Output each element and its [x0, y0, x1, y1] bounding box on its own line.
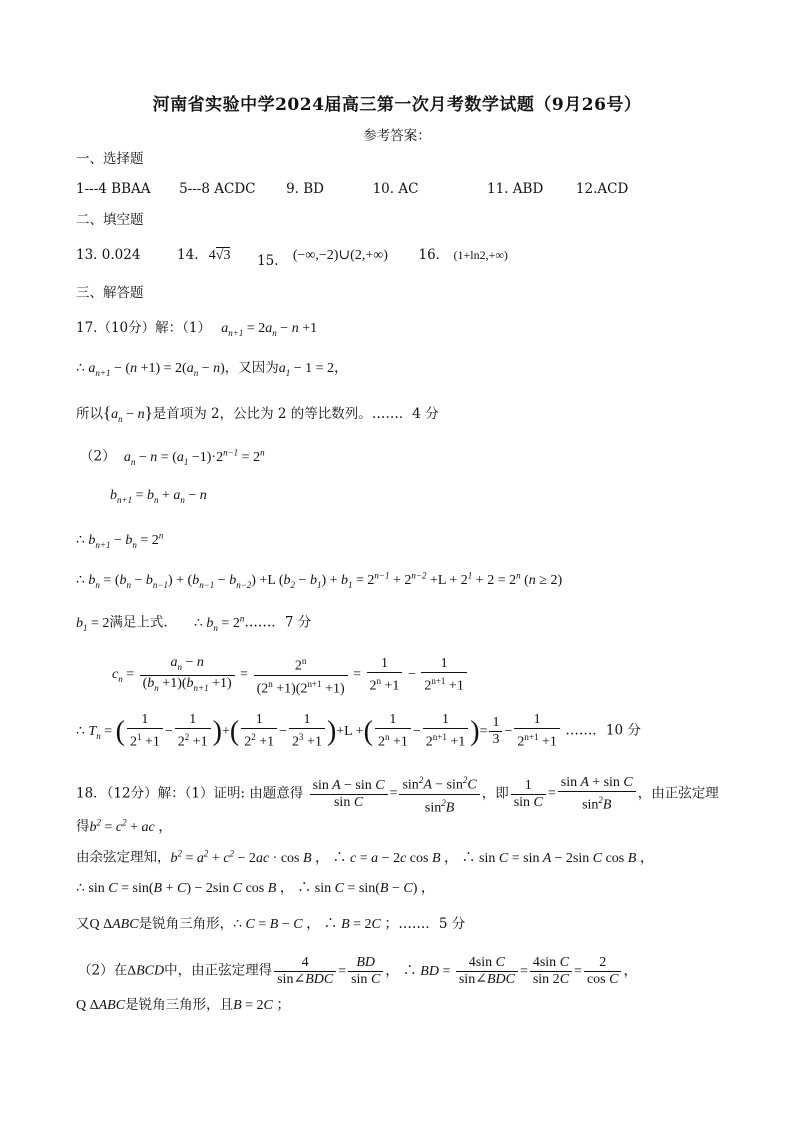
answer-9: 9. BD: [286, 181, 324, 197]
q18-line-2: [76, 818, 172, 835]
q18-l2: 得: [76, 818, 90, 835]
answer-11: 11. ABD: [487, 181, 544, 197]
section-choice-heading: 一、选择题: [76, 151, 144, 167]
choice-answers-row: [76, 183, 628, 197]
q17-tn-sum: ∴ $T_n$ = ( $\frac{1}{2^1 +1}$ − $\frac{1}{2^2 +1}$ )+( $\frac{1}{2^2 +1}$ − $\frac{1}{2^3 +1}$ )+L +( $\frac{1}{2^n +1}$ − $\frac{1}{2^{n+1} +1}$ )= $\frac{1}{3}$ − $\frac{1}{2^{n+1} +1}$: [76, 724, 565, 739]
q17-line-6: [76, 531, 163, 549]
q17-line-1: [76, 322, 317, 338]
q17-bn-result: ∴ $b_n = 2^n$: [194, 613, 245, 633]
q18-head: 18．（12分）解：（1）证明: 由题意得: [76, 785, 304, 802]
q18-triangle-abc-2: Q ΔABC: [76, 998, 126, 1013]
q18-l6-text: 中，由正弦定理得: [164, 962, 273, 979]
answer-10: 10. AC: [372, 181, 419, 197]
q18-sine-step: ∴ sin C = sin(B + C) − 2sin C cos B ， ∴ sin C = sin(B − C) ，: [76, 881, 435, 896]
q18-score-5: ……．5 分: [398, 916, 466, 932]
q17-line-3: [76, 404, 439, 424]
q18-line-3: [76, 849, 654, 866]
q17-part2-label: （2）: [80, 448, 116, 465]
q17-line-5: [110, 489, 207, 505]
q17-an-formula: $a_n - n = (a_1 -1)\cdot 2^{n-1} = 2^n$: [123, 447, 265, 467]
q17-score-4: ……．4 分: [371, 406, 439, 422]
answer-14-label: 14.: [177, 247, 199, 263]
answer-1-4: 1---4 BBAA: [76, 181, 151, 197]
q17-line-7: [76, 571, 562, 589]
section-solve-heading: 三、解答题: [76, 285, 144, 301]
q17-line-9: [112, 653, 469, 697]
answer-key-heading: 参考答案：: [363, 128, 431, 144]
q17-b1-text: 满足上式.: [109, 614, 168, 631]
q17-l3-text2: 是首项为 2，公比为 2 的等比数列。: [152, 406, 372, 422]
q17-a1: $a_1 - 1 = 2$，: [278, 361, 349, 378]
q18-mid: ，即: [481, 785, 509, 802]
q18-l7-text: 是锐角三角形，且: [125, 997, 234, 1013]
answer-14-radical: √3: [215, 248, 231, 263]
answer-14-radicand: 3: [223, 248, 231, 263]
q17-cn-formula: $c_n$ = $\frac{a_n - n}{(b_n +1)(b_{n+1} +1)}$ = $\frac{2^n}{(2^n +1)(2^{n+1} +1)}$ = $\frac{1}{2^n +1}$ − $\frac{1}{2^{n+1} +1}$: [112, 667, 469, 682]
q18-l3: 由余弦定理知，: [76, 849, 171, 866]
q17-line-10: [76, 712, 641, 751]
q17-score-7: ……．7 分: [244, 614, 312, 631]
q18-cosine-law: $b^2 = a^2 + c^2 - 2ac \cdot \cos B$ ， ∴ c = a − 2c cos B ， ∴ sin C = sin A − 2sin C cos B ，: [170, 848, 654, 866]
q17-recurrence: $a_{n+1} = 2a_n - n +1$: [221, 321, 318, 338]
answer-15-value: (−∞,−2)∪(2,+∞): [292, 248, 388, 263]
q18-line-7: [76, 999, 290, 1013]
q17-seq: $\{a_n - n\}$: [103, 403, 153, 424]
q17-line-8: [76, 614, 311, 632]
fill-answers-row: [76, 247, 508, 269]
q17-l2-tail: ，又因为: [224, 360, 279, 376]
q18-b-squared: $b^2 = c^2$ + ac ，: [89, 817, 173, 835]
answer-14-coef: 4: [208, 248, 216, 263]
q18-l6-prefix: （2）在: [78, 962, 128, 979]
q18-angle-result: ∴ C = B − C ， ∴ B = 2C ；: [233, 917, 399, 932]
q18-tail: ，由正弦定理: [637, 785, 719, 802]
q18-line-6: [78, 955, 637, 988]
q18-triangle-abc: Q ΔABC: [89, 917, 139, 932]
q18-angle-condition: B = 2C ；: [233, 998, 291, 1013]
q17-b1: $b_1 = 2$: [76, 615, 110, 633]
q17-l3-text1: 所以: [76, 406, 103, 422]
section-fill-heading: 二、填空题: [76, 212, 144, 228]
document-title: 河南省实验中学2024届高三第一次月考数学试题（9月26号）: [152, 95, 642, 115]
q17-head: 17.（10分）解：（1）: [76, 320, 211, 336]
q18-l5-text: 是锐角三角形，: [138, 916, 234, 932]
q17-bn-recurrence: $b_{n+1} = b_n + a_n - n$: [110, 488, 207, 505]
answer-16-label: 16．: [418, 247, 450, 263]
answer-12: 12.ACD: [575, 181, 629, 197]
q18-triangle-bcd: ΔBCD: [127, 963, 165, 979]
q18-l5-prefix: 又: [76, 916, 90, 932]
answer-13: 13. 0.024: [76, 247, 141, 263]
q18-condition: $\frac{\text{sin A − sin C}}{\text{sin C}}$ = $\frac{\sin^2A - \sin^2C}{\sin^2B}$: [308, 786, 482, 801]
q17-line-2: [76, 362, 348, 378]
q18-line-4: [76, 882, 435, 896]
q17-telescoping: ∴ $b_n = (b_n - b_{n-1}) + (b_{n-1} - b_{n-2}) +L$ $(b_2 - b_1) + b_1 = 2^{n-1} + 2^{n-2} +L + 2^1 + 2 = 2^n$ (n ≥ 2): [76, 570, 563, 590]
q17-bn-diff: ∴ $b_{n+1} - b_n = 2^n$: [76, 530, 164, 550]
q18-condition-2: $\frac{1}{\text{sin C}}$ = $\frac{\text{sin A + sin C}}{\sin^2B}$: [509, 786, 638, 801]
q17-transform: ∴ $a_{n+1} - (n +1) = 2(a_n - n)$: [76, 361, 225, 378]
answer-5-8: 5---8 ACDC: [179, 181, 256, 197]
q18-line-1: [76, 772, 719, 816]
q17-line-4: [80, 448, 265, 466]
q18-sine-law: $\frac{4}{\text{sin∠BDC}}$ = $\frac{BD}{\text{sin C}}$ ， ∴ BD = $\frac{\text{4sin C}}{\text{sin∠BDC}}$ = $\frac{\text{4sin C}}{\sin 2C}$ = $\frac{2}{\text{cos C}}$ ，: [272, 964, 637, 979]
answer-15-label: 15.: [257, 253, 279, 269]
q17-score-10: ……．10 分: [565, 722, 641, 739]
answer-16-value: (1+ln2,+∞): [453, 248, 508, 262]
q18-line-5: [76, 918, 465, 932]
